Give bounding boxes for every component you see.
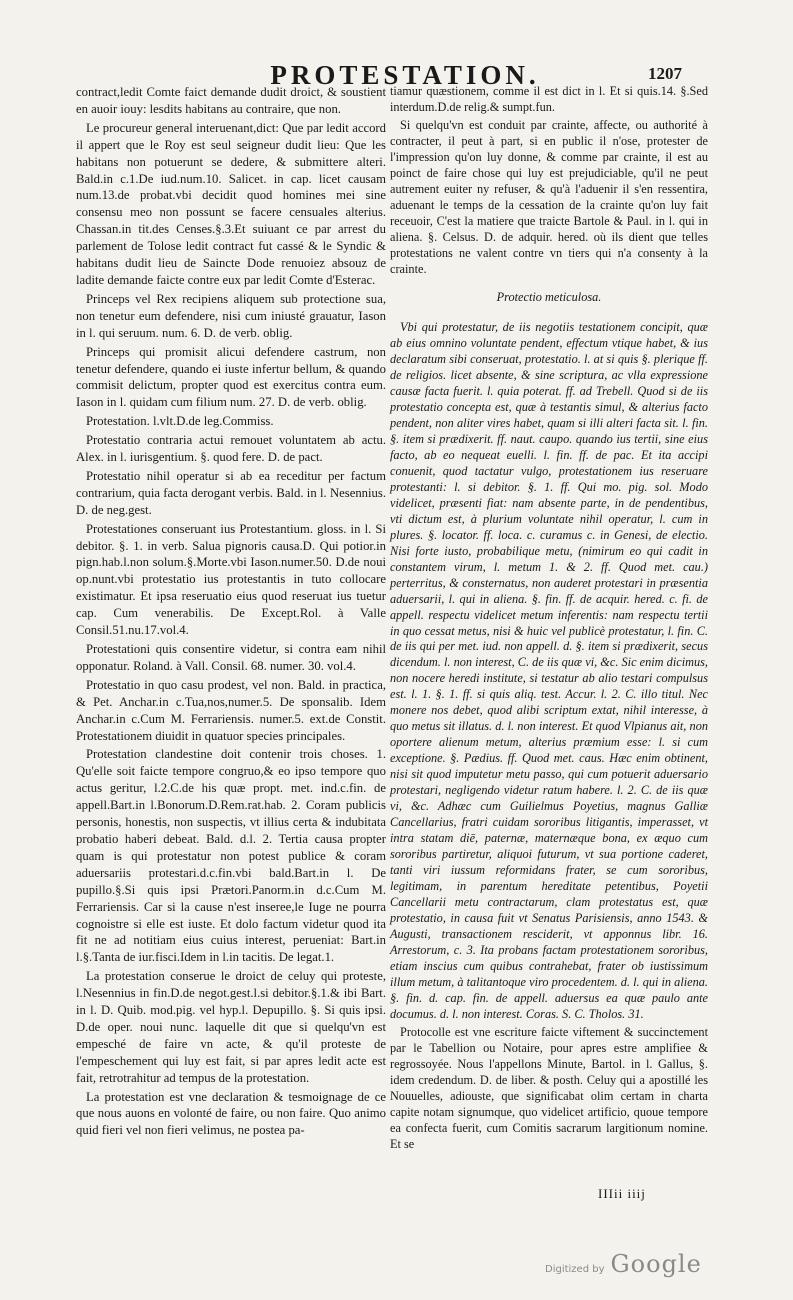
paragraph: Protestation clandestine doit contenir trois choses. 1. Qu'elle soit faicte tempore congruo,& eo ipso tempore quo actus geritur, l.2.C.de his quæ propt. met. ind.c.fin. de appell.Bart.in l.Bonorum.D.Rem.rat.hab. 2. Coram publicis personis, honestis, non suspectis, vt illius certa & indubitata probatio haberi debeat. Bald. d.l. 2. Tertia causa propter quam is qui protestatur non potest publice & coram aduersariis protestari.d.c.fin.vbi bald.Bart.in l. De pupillo.§.Si quis ipsi Prætori.Panorm.in d.c.Cum M. Ferrariensis. Car si la cause n'est inseree,le Iuge ne pourra cognoistre si elle est iuste. Et dolo factum videtur quod ita fit ne ad notitiam eius cuius interest, perueniat: Bart.in l.§.Tanta de iur.fisci.Idem in l.in tacitis. De legat.1.	[76, 747, 386, 965]
right-column	[390, 84, 708, 1155]
paragraph: contract,ledit Comte faict demande dudit droict, & soustient en auoir iouy: lesdits habitans au contraire, que non.	[76, 85, 386, 116]
left-column	[76, 84, 386, 1141]
signature-mark: IIIii iiij	[598, 1186, 646, 1201]
google-logo: Google	[610, 1250, 702, 1278]
running-title: PROTESTATION.	[270, 60, 540, 90]
paragraph: La protestation conserue le droict de celuy qui proteste, l.Nesennius in fin.D.de negot.gest.l.si debitor.§.1.& ibi Bart. in l. D. Quib. mod.pig. vel hyp.l. Depupillo. §. Si quis ipsi. D.de oper. noui nunc. laquelle dit que si quelqu'vn est empesché de faire vn acte, & qu'il proteste de l'empeschement qui luy est fait, si par apres ledit acte est fait, retrotrahitur ad tempus de la protestation.	[76, 969, 386, 1085]
paragraph: Princeps vel Rex recipiens aliquem sub protectione sua, non tenetur eum defendere, nisi cum iniusté grauatur, Iason in l. qui seruum. num. 6. D. de verb. oblig.	[76, 291, 386, 340]
paragraph: Protestatio nihil operatur si ab ea receditur per factum contrarium, quia facta derogant verbis. Bald. in l. Nesennius. D. de neg.gest.	[76, 468, 386, 517]
paragraph: Si quelqu'vn est conduit par crainte, affecte, ou authorité à contracter, il peut à part, si en public il n'ose, protester de l'impression qu'on luy donne, & comme par crainte, il est au poinct de faire chose qui luy est prejudiciable, qu'il ne peut autrement euiter ny refuser, & qu'à l'aduenir il s'en ressentira, aduenant le temps de la cessation de la crainte qu'on luy fait receuoir, C'est la matiere que traicte Bartole & Paul. in l. qui in aliena. §. Celsus. D. de adquir. hered. où ils dient que telles protestations ne valent contre vn tiers qui n'a consenty à la crainte.	[390, 117, 708, 276]
paragraph: Protocolle est vne escriture faicte viftement & succinctement par le Tabellion ou Notaire, pour apres estre amplifiee & regrossoyée. Nous l'appellons Minute, Bartol. in l. Gallus, §. idem credendum. D. de liber. & posth. Celuy qui a apostillé les Nouuelles, adiouste, que significabat olim certam in charta capite notam signumque, quo videlicet artificio, quoue tempore ea confecta fuerit, cum Comitis sacrarum largitionum nomine. Et se	[390, 1025, 708, 1151]
page-number: 1207	[648, 64, 682, 83]
paragraph: Princeps qui promisit alicui defendere castrum, non tenetur defendere, quando ei iuste infertur bellum, & quando commisit delictum, propter quod est exercitus contra eum. Iason in l. quidam cum filium num. 27. D. de verb. oblig.	[76, 344, 386, 410]
paragraph: La protestation est vne declaration & tesmoignage de ce que nous auons en volonté de faire, ou non faire. Quo animo quid fieri vel non fieri velimus, ne postea pa-	[76, 1089, 386, 1138]
paragraph: Protestatio contraria actui remouet voluntatem ab actu. Alex. in l. iurisgentium. §. quod fere. D. de pact.	[76, 433, 386, 465]
section-heading: Protectio meticulosa.	[496, 289, 602, 304]
watermark-prefix: Digitized by	[545, 1264, 605, 1275]
paragraph: tiamur quæstionem, comme il est dict in l. Et si quis.14. §.Sed interdum.D.de relig.& sumpt.fun.	[390, 84, 708, 114]
paragraph: Protestationi quis consentire videtur, si contra eam nihil opponatur. Roland. à Vall. Consil. 68. numer. 30. vol.4.	[76, 642, 386, 673]
paragraph: Protestatio in quo casu prodest, vel non. Bald. in practica, & Pet. Anchar.in c.Tua,nos,numer.5. De sponsalib. Idem Anchar.in c.Cum M. Ferrariensis. numer.5. ext.de Constit. Protestationem diuidit in quatuor species principales.	[76, 677, 386, 743]
paragraph: Protestation. l.vlt.D.de leg.Commiss.	[86, 414, 274, 429]
paragraph: Le procureur general interuenant,dict: Que par ledit accord il appert que le Roy est seul seigneur dudit lieu: Que les habitans non potuerunt se dedere, & submittere alteri. Bald.in c.1.De iud.num.10. Salicet. in cap. licet causam num.13.de probat.vbi decidit quod homines mei sine consensu meo non possunt se facere censuales alterius. Chassan.in tit.des Censes.§.3.Et suiuant ce par arrest du parlement de Tolose ledit contract fut cassé & le Syndic & habitans dudit lieu de Saincte Dode renuoiez absouz de ladite demande faicte contre eux par ledit Comte d'Esterac.	[76, 120, 386, 287]
digitized-watermark	[545, 1250, 715, 1280]
paragraph: Vbi qui protestatur, de iis negotiis testationem concipit, quæ ab eius omnino voluntate pendent, effectum vtique habet, & ius declaratum sibi conseruat, protestatio. l. at si quis §. plerique ff. de religios. licet absente, & sine scriptura, ac vlla expressione causæ facta fuerit. l. quia poterat. ff. ad Trebell. Quod si de iis protestatio concepta est, quæ à testantis simul, & alterius facto pendent, non aliter vires habet, quam si illi alteri facta sit. l. fin. §. item si prædixerit. ff. naut. caupo. quando ius tertii, sine eius facto, ab eo nequeat euelli. l. fin. ff. de pac. Et ita accipi conuenit, quod tactatur vulgo, protestationem ius reseruare protestanti: l. si debitor. §. 1. ff. Qui mo. pig. sol. Modo videlicet, præsenti fiat: nam absente parte, in de pendentibus, vti dictum est, à plurium voluntate nihil operatur, l. cum in plures. §. locator. ff. loca. c. curamus c. in Genesi, de electio. Nisi forte iusto, probabilique metu, (nimirum eo qui cadit in constantem virum, l. metum 1. & 2. ff. Quod met. cau.) perterritus, & consternatus, non auderet protestari in præsentia aduersarii, l. qui in aliena. §. fin. ff. de acquir. hered. c. fi. de appell. respectu videlicet metum inferentis: nam respectu tertii in quo cessat metus, nisi & huic vel publicè protestatur, l. fin. C. de iis qui per met. iud. non appell. d. §. item si prædixerit, secus dicendum. l. non interest, C. de iis quæ vi, &c. Sic enim dicimus, non nocere heredi institute, si testatur ab alio testari compulsus est. l. 1. §. 1. ff. si quis aliq. test. Accur. l. 2. C. illo titul. Nec monere nos debet, quod alibi scriptum extat, nihil interesse, à quo metus sit illatus. d. l. non interest. Et quod Vlpianus ait, non oportere alienum metum, alterius præmium esse: l. si cum exceptione. §. Pædius. ff. Quod met. caus. Hæc enim obtinent, nisi sit quod imputetur metu passo, qui cum potuerit aduersario protestari, negligendo videtur ratum habere. l. 2. C. de iis quæ vi, &c. Adhæc cum Guilielmus Poyetius, magnus Galliæ Cancellarius, fratri cuidam sororibus litigantis, imperasset, vt intra statam diē, paternæ, maternæque bona, ex æquo cum sororibus partiretur, aliquoi futurum, vt sua portione caderet, tanti viri iussum reformidans frater, se cum sororibus, legitimam, in parentum hereditate petentibus, Poyetii Cancellarii metu contractarum, clam protestatus est, quæ protestatio, in causa fuit vt Senatus Parisiensis, anno 1543. & Augusti, transactionem resciderit, vt apponnus libr. 16. Arrestorum, c. 3. Ita probans factam protestationem sororibus, etiam inscius cum quibus contrahebat, frater ob iustissimum illum metum, à talitantoque viro procedentem. d. l. qui in aliena. §. fin. d. cap. fin. de appell. aduersus ea quæ paulo ante documus. d. l. non interest. Coras. S. C. Tholos. 31.	[390, 319, 708, 1022]
paragraph: Protestationes conseruant ius Protestantium. gloss. in l. Si debitor. §. 1. in verb. Salua pignoris causa.D. Qui potior.in pign.hab.l.non solum.§.Morte.vbi Iason.numer.50. D.de noui op.nunt.vbi protestatio ius protestantis in tuto collocare existimatur. Et ipsa reseruatio eius quod reseruat ius tuetur cap. Cum venerabilis. De Except.Rol. à Valle Consil.51.nu.17.vol.4.	[76, 521, 386, 638]
